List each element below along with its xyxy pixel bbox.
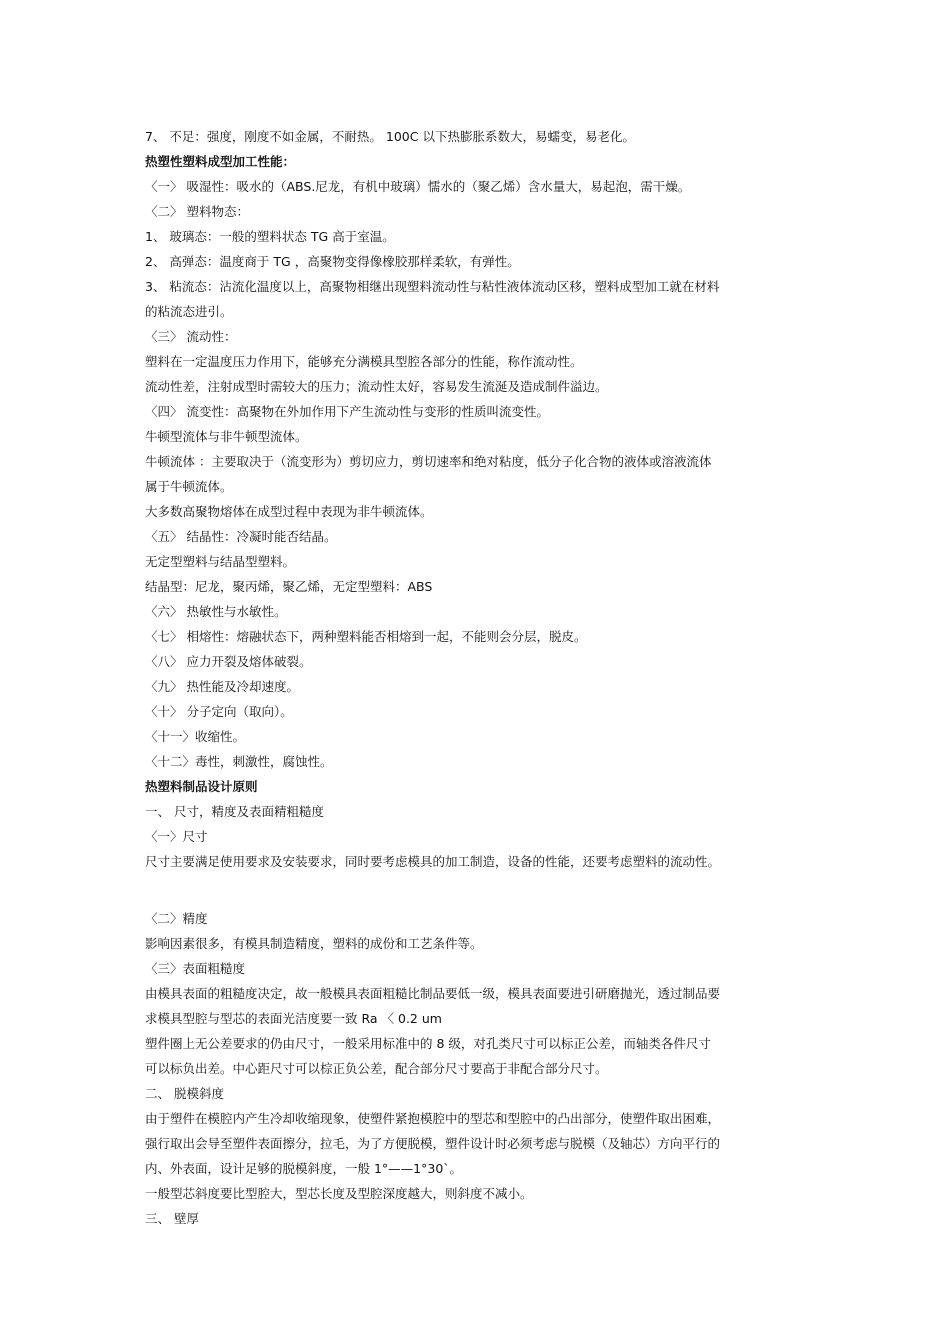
text-line: 的粘流态进引。: [145, 304, 233, 319]
text-line: 1、 玻璃态：一般的塑料状态 TG 高于室温。: [145, 229, 395, 244]
text-line: 影响因素很多，有模具制造精度，塑料的成份和工艺条件等。: [145, 936, 483, 951]
text-line: 塑料在一定温度压力作用下，能够充分满模具型腔各部分的性能，称作流动性。: [145, 354, 583, 369]
text-line: 强行取出会导至塑件表面擦分，拉毛，为了方便脱模，塑件设计时必须考虑与脱模（及轴芯）方向平行的: [145, 1136, 721, 1151]
section-heading: 热塑料制品设计原则: [145, 779, 258, 794]
text-line: 流动性差，注射成型时需较大的压力；流动性太好，容易发生流涎及造成制件溢边。: [145, 379, 608, 394]
text-line: 三、 壁厚: [145, 1211, 199, 1226]
text-line: 〈六〉 热敏性与水敏性。: [145, 604, 287, 619]
text-line: 一般型芯斜度要比型腔大，型芯长度及型腔深度越大，则斜度不减小。: [145, 1186, 533, 1201]
text-line: 塑件圈上无公差要求的仍由尺寸，一般采用标准中的 8 级，对孔类尺寸可以标正公差，而轴类各件尺寸: [145, 1036, 711, 1051]
text-line: 二、 脱模斜度: [145, 1086, 224, 1101]
document-body: [145, 124, 815, 1231]
text-line: 结晶型：尼龙，聚丙烯，聚乙烯，无定型塑料：ABS: [145, 579, 433, 594]
section-heading: 热塑性塑料成型加工性能：: [145, 154, 296, 169]
text-line: 牛顿流体 ：主要取决于（流变形为）剪切应力，剪切速率和绝对粘度，低分子化合物的液体或溶液流体: [145, 454, 712, 469]
text-line: 无定型塑料与结晶型塑料。: [145, 554, 296, 569]
text-line: 一、 尺寸，精度及表面精粗糙度: [145, 804, 324, 819]
text-line: 〈五〉 结晶性：冷凝时能否结晶。: [145, 529, 337, 544]
text-line: 〈十一〉收缩性。: [145, 729, 246, 744]
text-line: 内、外表面，设计足够的脱模斜度，一般 1°——1°30`。: [145, 1161, 463, 1176]
text-line: 牛顿型流体与非牛顿型流体。: [145, 429, 308, 444]
text-line: 〈三〉 流动性：: [145, 329, 237, 344]
text-line: 〈一〉尺寸: [145, 829, 208, 844]
text-line: 尺寸主要满足使用要求及安装要求，同时要考虑模具的加工制造，设备的性能，还要考虑塑料的流动性。: [145, 854, 721, 869]
text-line: 〈二〉 塑料物态：: [145, 204, 249, 219]
text-line: 由于塑件在模腔内产生冷却收缩现象，使塑件紧抱模腔中的型芯和型腔中的凸出部分，使塑件取出困难，: [145, 1111, 721, 1126]
paragraph-spacer: [145, 874, 815, 906]
text-line: 〈二〉精度: [145, 911, 208, 926]
text-line: 大多数高聚物熔体在成型过程中表现为非牛顿流体。: [145, 504, 433, 519]
text-line: 〈三〉表面粗糙度: [145, 961, 246, 976]
text-line: 〈十二〉毒性，刺激性，腐蚀性。: [145, 754, 333, 769]
text-line: 属于牛顿流体。: [145, 479, 233, 494]
text-line: 〈十〉 分子定向（取向）。: [145, 704, 293, 719]
text-line: 7、 不足：强度，刚度不如金属，不耐热。 100C 以下热膨胀系数大，易蠕变，易老化。: [145, 129, 635, 144]
text-line: 〈九〉 热性能及冷却速度。: [145, 679, 299, 694]
text-line: 2、 高弹态：温度商于 TG ，高聚物变得像橡胶那样柔软，有弹性。: [145, 254, 520, 269]
text-line: 求模具型腔与型芯的表面光洁度要一致 Ra 〈 0.2 um: [145, 1011, 442, 1026]
text-line: 3、 粘流态：沾流化温度以上，高聚物相继出现塑料流动性与粘性液体流动区移，塑料成型加工就在材料: [145, 279, 720, 294]
text-line: 〈一〉 吸湿性：吸水的（ABS.尼龙，有机中玻璃）懦水的（聚乙烯）含水量大，易起泡，需干燥。: [145, 179, 691, 194]
text-line: 可以标负出差。中心距尺寸可以棕正负公差，配合部分尺寸要高于非配合部分尺寸。: [145, 1061, 608, 1076]
text-line: 〈七〉 相熔性：熔融状态下，两种塑料能否相熔到一起，不能则会分层，脱皮。: [145, 629, 587, 644]
text-line: 〈八〉 应力开裂及熔体破裂。: [145, 654, 312, 669]
text-line: 〈四〉 流变性：高聚物在外加作用下产生流动性与变形的性质叫流变性。: [145, 404, 549, 419]
text-line: 由模具表面的粗糙度决定，故一般模具表面粗糙比制品要低一级，模具表面要进引研磨抛光，透过制品要: [145, 986, 721, 1001]
